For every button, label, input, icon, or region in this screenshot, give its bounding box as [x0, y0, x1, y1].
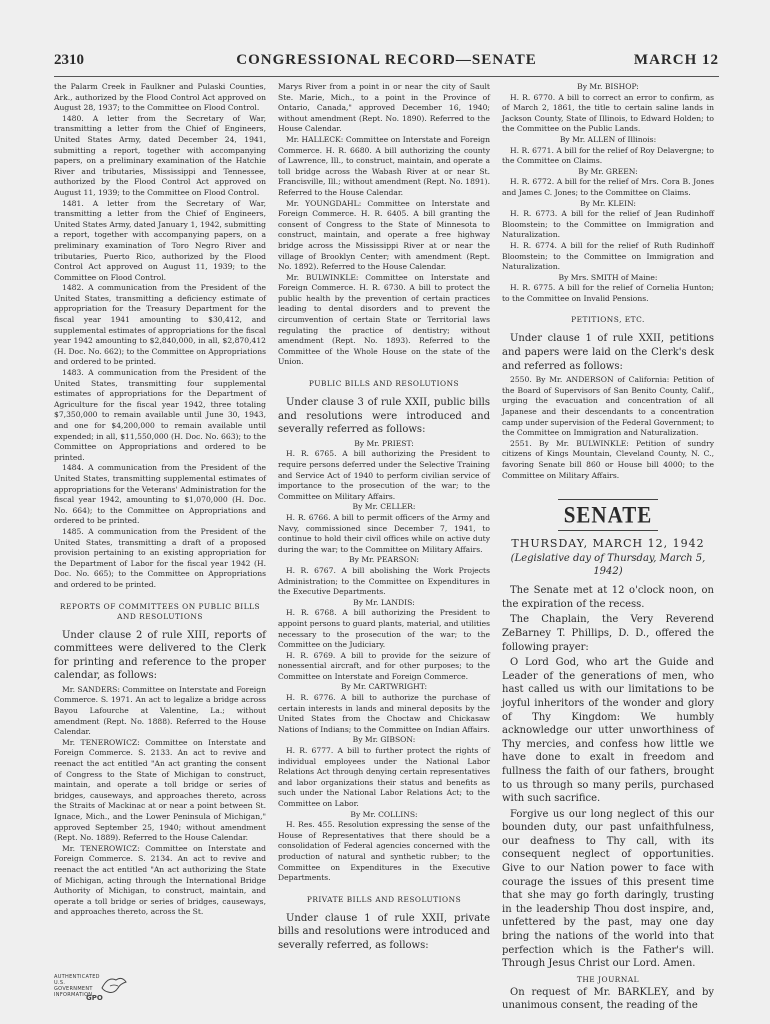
paragraph: 1485. A communication from the President of the United States, transmitting a draft of a proposed provision pertaining to an existing appropriation for the Department of Labor for the fiscal year 1942 (H. Doc. No. 665); to the Committee on Appropriations and ordered to be printed.: [54, 526, 266, 589]
prayer-paragraph: Forgive us our long neglect of this our bounden duty, our past unfaithfulness, our deafness to Thy call, with its consequent neglect of opportunities. Give to our Nation power to face with courage the issues of this present time that she may go forth daringly, trusting in the leadership Thou dost inspire, and, unfettered by the past, may one day bring the nations of the world into that perfection which is the Father's will. Through Jesus Christ our Lord. Amen.: [502, 808, 714, 970]
sponsor-line: By Mr. LANDIS:: [353, 597, 415, 607]
paragraph: Mr. TENEROWICZ: Committee on Interstate and Foreign Commerce. S. 2133. An act to revive and reenact the act entitled "An act granting the consent of Congress to the State of Michigan to construct, maintain, and operate a toll bridge or series of bridges, causeways, and approaches thereto, across the Straits of Mackinac at or near a point between St. Ignace, Mich., and the Lower Peninsula of Michigan," approved September 25, 1940; without amendment (Rept. No. 1889). Referred to the House Calendar.: [54, 737, 266, 843]
session-date: THURSDAY, MARCH 12, 1942: [511, 537, 705, 551]
paragraph: the Palarm Creek in Faulkner and Pulaski Counties, Ark., authorized by the Flood Control Act approved on August 28, 1937; to the Committee on Flood Control.: [54, 82, 266, 113]
section-heading: PETITIONS, ETC.: [571, 315, 645, 325]
paragraph: H. R. 6766. A bill to permit officers of the Army and Navy, commissioned since December 7, 1941, to continue to hold their civil offices while on active duty during the war; to the Committee on Military Affairs.: [278, 512, 490, 554]
paragraph: 2550. By Mr. ANDERSON of California: Petition of the Board of Supervisors of San Benito County, Calif., urging the evacuation and concentration of all Japanese and their descendants to a concentration camp under supervision of the Federal Government; to the Committee on Immigration and Naturalization.: [502, 375, 714, 438]
paragraph: H. R. 6776. A bill to authorize the purchase of certain interests in lands and mineral deposits by the United States from the Choctaw and Chickasaw Nations of Indians; to the Committee on Indian Affairs.: [278, 693, 490, 734]
paragraph: Mr. SANDERS: Committee on Interstate and Foreign Commerce. S. 1971. An act to legalize a bridge across Bayou Lafourche at Valentine, La.; without amendment (Rept. No. 1888). Referred to the House Calendar.: [54, 684, 266, 737]
paragraph: On request of Mr. BARKLEY, and by unanimous consent, the reading of the: [502, 986, 714, 1012]
page-date: MARCH 12: [633, 52, 719, 68]
page-header: [54, 52, 719, 77]
column-middle: [278, 82, 490, 952]
paragraph: Mr. YOUNGDAHL: Committee on Interstate and Foreign Commerce. H. R. 6405. A bill granting the consent of Congress to the State of Minnesota to construct, maintain, and operate a free highway bridge across the Mississippi River at or near the village of Brooklyn Center; with amendment (Rept. No. 1892). Referred to the House Calendar.: [278, 198, 490, 272]
senate-title: SENATE: [563, 501, 653, 529]
sponsor-line: By Mrs. SMITH of Maine:: [558, 272, 658, 282]
column-right: [502, 82, 714, 1012]
paragraph: The Chaplain, the Very Reverend ZeBarney T. Phillips, D. D., offered the following prayer:: [502, 614, 714, 653]
paragraph: Mr. TENEROWICZ: Committee on Interstate and Foreign Commerce. S. 2134. An act to revive and reenact the act entitled "An act authorizing the State of Michigan, acting through the International Bridge Authority of Michigan, to construct, maintain, and operate a toll bridge or series of bridges, causeways, and approaches thereto, across the St.: [54, 843, 266, 917]
paragraph: H. R. 6777. A bill to further protect the rights of individual employees under the National Labor Relations Act through denying certain representatives and labor organizations their status and benefits as such under the National Labor Relations Act; to the Committee on Labor.: [278, 746, 490, 808]
paragraph: H. R. 6774. A bill for the relief of Ruth Rudinhoff Bloomstein; to the Committee on Immigration and Naturalization.: [502, 240, 714, 272]
section-heading: THE JOURNAL: [576, 974, 640, 984]
paragraph: H. R. 6768. A bill authorizing the President to appoint persons to guard plants, material, and utilities necessary to the prosecution of the war; to the Committee on the Judiciary.: [278, 608, 490, 650]
logo-text: AUTHENTICATED U.S. GOVERNMENT INFORMATION: [54, 974, 100, 998]
intro-paragraph: Under clause 1 of rule XXII, private bills and resolutions were introduced and severally referred, as follows:: [278, 912, 490, 951]
paragraph: H. R. 6769. A bill to provide for the seizure of nonessential aircraft, and for other purposes; to the Committee on Interstate and Foreign Commerce.: [278, 650, 490, 681]
prayer-paragraph: O Lord God, who art the Guide and Leader of the generations of men, who hast called us with our limitations to be joyful inheritors of the wonder and glory of Thy Kingdom: We humbly acknowledge our utter unworthiness of Thy mercies, and confess how little we have done to exalt in freedom and fullness the faith of our fathers, brought to us through so many perils, purchased with such sacrifice.: [502, 657, 714, 805]
page-number: 2310: [54, 52, 84, 68]
column-left: [54, 82, 266, 952]
sponsor-line: By Mr. ALLEN of Illinois:: [559, 134, 657, 144]
section-heading: PUBLIC BILLS AND RESOLUTIONS: [308, 379, 460, 389]
section-heading: REPORTS OF COMMITTEES ON PUBLIC BILLS AND RESOLUTIONS: [59, 601, 261, 621]
paragraph: H. Res. 455. Resolution expressing the sense of the House of Representatives that there should be a consolidation of Federal agencies concerned with the production of natural and synthetic rubber; to the Committee on Expenditures in the Executive Departments.: [278, 820, 490, 883]
paragraph: H. R. 6773. A bill for the relief of Jean Rudinhoff Bloomstein; to the Committee on Immigration and Naturalization.: [502, 209, 714, 240]
intro-paragraph: Under clause 1 of rule XXII, petitions and papers were laid on the Clerk's desk and referred as follows:: [502, 333, 714, 372]
gpo-label: GPO: [86, 994, 103, 1002]
sponsor-line: By Mr. CELLER:: [352, 502, 416, 512]
paragraph: 1481. A letter from the Secretary of War, transmitting a letter from the Chief of Engineers, United States Army, dated January 1, 1942, submitting a report, together with accompanying papers, on a preliminary examination of Toro Negro River and tributaries, Puerto Rico, authorized by the Flood Control Act approved on August 11, 1939; to the Committee on Flood Control.: [54, 198, 266, 282]
paragraph: H. R. 6771. A bill for the relief of Roy Delavergne; to the Committee on Claims.: [502, 145, 714, 166]
paragraph: H. R. 6767. A bill abolishing the Work Projects Administration; to the Committee on Expenditures in the Executive Departments.: [278, 565, 490, 597]
paragraph: H. R. 6765. A bill authorizing the President to require persons deferred under the Selective Training and Service Act of 1940 to perform civilian service of importance to the prosecution of the war; to the Committee on Military Affairs.: [278, 449, 490, 501]
sponsor-line: By Mr. PRIEST:: [354, 438, 414, 448]
paragraph: H. R. 6770. A bill to correct an error to confirm, as of March 2, 1861, the title to certain saline lands in Jackson County, State of Illinois, to Edward Holden; to the Committee on the Public Lands.: [502, 92, 714, 134]
paragraph: 2551. By Mr. BULWINKLE: Petition of sundry citizens of Kings Mountain, Cleveland County, N. C., favoring Senate bill 860 or House bill 4000; to the Committee on Military Affairs.: [502, 438, 714, 480]
paragraph: H. R. 6772. A bill for the relief of Mrs. Cora B. Jones and James C. Jones; to the Committee on Claims.: [502, 177, 714, 197]
sponsor-line: By Mr. PEARSON:: [349, 555, 419, 565]
sponsor-line: By Mr. BISHOP:: [577, 82, 639, 91]
eagle-icon: [100, 974, 128, 996]
sponsor-line: By Mr. CARTWRIGHT:: [340, 682, 428, 692]
paragraph: 1480. A letter from the Secretary of War, transmitting a letter from the Chief of Engineers, United States Army, dated December 24, 1941, submitting a report, together with accompanying papers, on a preliminary examination of the Hatchie River and tributaries, Mississippi and Tennessee, authorized by the Flood Control Act approved on August 11, 1939; to the Committee on Flood Control.: [54, 113, 266, 197]
paragraph: 1482. A communication from the President of the United States, transmitting a deficiency estimate of appropriation for the Treasury Department for the fiscal year 1941 amounting to $30,412, and supplemental estimates of appropriations for the fiscal year 1942 amounting to $2,840,000, in all, $2,870,412 (H. Doc. No. 662); to the Committee on Appropriations and ordered to be printed.: [54, 283, 266, 367]
legislative-day: (Legislative day of Thursday, March 5, 1942): [510, 553, 706, 578]
section-heading: PRIVATE BILLS AND RESOLUTIONS: [306, 894, 462, 904]
paragraph: Marys River from a point in or near the city of Sault Ste. Marie, Mich., to a point in the Province of Ontario, Canada," approved December 16, 1940; without amendment (Rept. No. 1890). Referred to the House Calendar.: [278, 82, 490, 134]
paragraph: 1484. A communication from the President of the United States, transmitting supplemental estimates of appropriations for the Veterans' Administration for the fiscal year 1942, amounting to $1,070,000 (H. Doc. No. 664); to the Committee on Appropriations and ordered to be printed.: [54, 463, 266, 526]
sponsor-line: By Mr. COLLINS:: [350, 809, 418, 819]
intro-paragraph: Under clause 2 of rule XIII, reports of committees were delivered to the Clerk for printing and reference to the proper calendar, as follows:: [54, 629, 266, 682]
sponsor-line: By Mr. GIBSON:: [352, 735, 416, 745]
page-title: CONGRESSIONAL RECORD—SENATE: [236, 52, 537, 68]
paragraph: Mr. HALLECK: Committee on Interstate and Foreign Commerce. H. R. 6680. A bill authorizing the county of Lawrence, Ill., to construct, maintain, and operate a toll bridge across the Wabash River at or near St. Francisville, Ill.; without amendment (Rept. No. 1891). Referred to the House Calendar.: [278, 134, 490, 197]
paragraph: 1483. A communication from the President of the United States, transmitting four supplemental estimates of appropriations for the Department of Agriculture for the fiscal year 1942, three totaling $7,350,000 to remain available until June 30, 1943, and one for $4,200,000 to remain available until expended; in all, $11,550,000 (H. Doc. No. 663); to the Committee on Appropriations and ordered to be printed.: [54, 368, 266, 462]
paragraph: Mr. BULWINKLE: Committee on Interstate and Foreign Commerce. H. R. 6730. A bill to protect the public health by the prevention of certain practices leading to dental disorders and to prevent the circumvention of certain State or Territorial laws regulating the practice of dentistry; without amendment (Rept. No. 1893). Referred to the Committee of the Whole House on the state of the Union.: [278, 272, 490, 367]
paragraph: H. R. 6775. A bill for the relief of Cornelia Hunton; to the Committee on Invalid Pensions.: [502, 283, 714, 303]
gpo-authentication-logo: [54, 972, 134, 1012]
paragraph: The Senate met at 12 o'clock noon, on the expiration of the recess.: [502, 585, 714, 610]
intro-paragraph: Under clause 3 of rule XXII, public bills and resolutions were introduced and severally referred as follows:: [278, 397, 490, 436]
sponsor-line: By Mr. KLEIN:: [580, 198, 636, 208]
sponsor-line: By Mr. GREEN:: [578, 166, 638, 176]
senate-heading-box: [558, 499, 658, 531]
